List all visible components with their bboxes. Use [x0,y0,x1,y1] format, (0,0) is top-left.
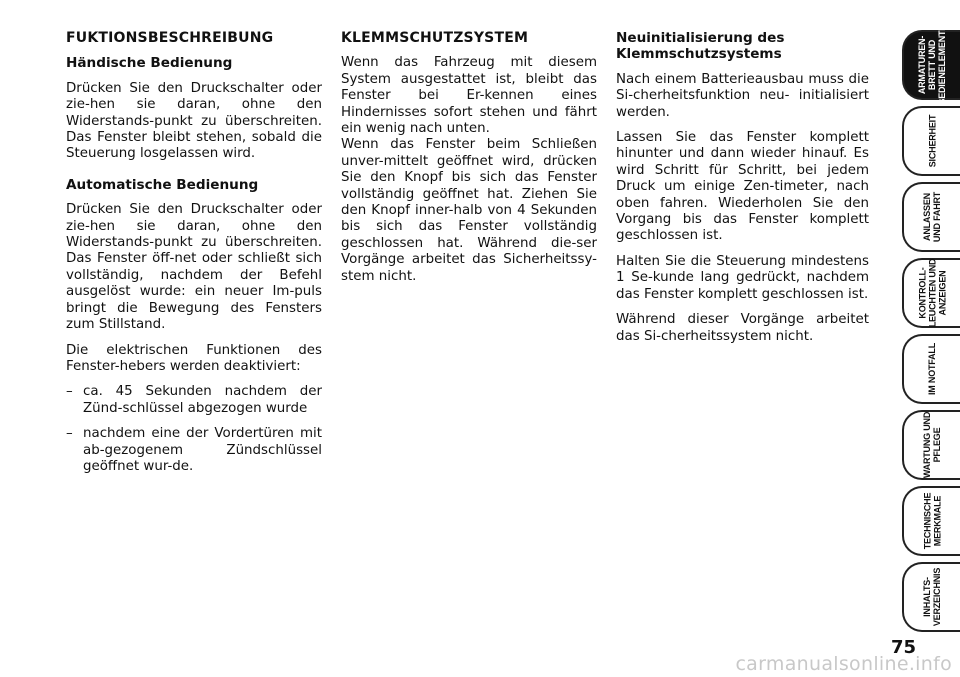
paragraph-deactivated: Die elektrischen Funktionen des Fenster-hebers werden deaktiviert: [66,342,322,374]
column-function-description [66,30,322,484]
tab-index[interactable] [902,562,960,632]
tab-label: TECHNISCHE MERKMALE [922,492,943,550]
tab-label: SICHERHEIT [926,114,937,168]
tab-safety[interactable] [902,106,960,176]
tab-warning-lights[interactable] [902,258,960,328]
list-item-text: nachdem eine der Vordertüren mit ab-gezogenem Zündschlüssel geöffnet wur-de. [83,426,322,474]
list-item-text: ca. 45 Sekunden nachdem der Zünd-schlüssel abgezogen wurde [83,384,322,416]
tab-dashboard-controls[interactable] [902,24,960,106]
tab-label: ANLASSEN UND FAHRT [921,191,942,243]
paragraph-reinit-2: Lassen Sie das Fenster komplett hinunter und dann wieder hinauf. Es wird Schritt für Schritt, bei jedem Druck um einige Zen-timeter, nach oben fahren. Wiederholen Sie den Vorgang bis das Fenster komplett geschlossen ist. [616,130,869,244]
paragraph-automatic: Drücken Sie den Druckschalter oder zie-hen sie daran, ohne den Widerstands-punkt zu überschreiten. Das Fenster öff-net oder schließt sich vollständig, nachdem der Befehl ausgelöst wurde: ein neuer Im-puls bringt die Bewegung des Fensters zum Stillstand. [66,202,322,333]
tab-label: WARTUNG UND PFLEGE [922,411,943,479]
section-heading-anti-pinch: KLEMMSCHUTZSYSTEM [341,30,529,46]
page-number: 75 [890,637,916,658]
dash-marker: – [66,384,73,400]
paragraph-anti-pinch-2: Wenn das Fenster beim Schließen unver-mittelt geöffnet wird, drücken Sie den Knopf bis sich das Fenster vollständig geöffnet hat. Ziehen Sie den Knopf inner-halb von 4 Sekunden bis sich das Fenster vollständig geschlossen hat. Während die-ser Vorgänge arbeitet das Sicherheitssy-stem nicht. [341,137,597,284]
tab-emergency[interactable] [902,334,960,404]
tab-label: KONTROLL- LEUCHTEN UND ANZEIGEN [917,258,948,328]
tab-maintenance[interactable] [902,410,960,480]
paragraph-manual: Drücken Sie den Druckschalter oder zie-hen sie daran, ohne den Widerstands-punkt zu überschreiten. Das Fenster bleibt stehen, sobald die Steuerung losgelassen wird. [66,80,322,162]
tab-label: INHALTS- VERZEICHNIS [922,567,942,627]
subheading-manual: Händische Bedienung [66,55,233,72]
section-heading-reinitialization: Neuinitialisierung des Klemmschutzsystems [616,30,785,63]
tab-label: IM NOTFALL [927,343,937,395]
paragraph-reinit-4: Während dieser Vorgänge arbeitet das Si-cherheitssystem nicht. [616,312,869,344]
tab-technical-data[interactable] [902,486,960,556]
section-heading-function: FUKTIONSBESCHREIBUNG [66,30,274,46]
tab-starting-driving[interactable] [902,182,960,252]
paragraph-reinit-3: Halten Sie die Steuerung mindestens 1 Se-kunde lang gedrückt, nachdem das Fenster komplett geschlossen ist. [616,253,869,302]
list-item [66,426,322,475]
column-reinitialization [616,30,869,354]
list-item [66,384,322,417]
paragraph-reinit-1: Nach einem Batterieausbau muss die Si-cherheitsfunktion neu- initialisiert werden. [616,71,869,120]
tab-label: ARMATUREN- BRETT UND BEDIENELEMENTE [917,24,947,106]
paragraph-anti-pinch-1: Wenn das Fahrzeug mit diesem System ausgestattet ist, bleibt das Fenster bei Er-kennen eines Hindernisses sofort stehen und fährt ein wenig nach unten. [341,55,597,137]
column-anti-pinch [341,30,597,294]
dash-marker: – [66,426,73,442]
subheading-automatic: Automatische Bedienung [66,176,259,193]
watermark: carmanualsonline.info [735,653,952,675]
